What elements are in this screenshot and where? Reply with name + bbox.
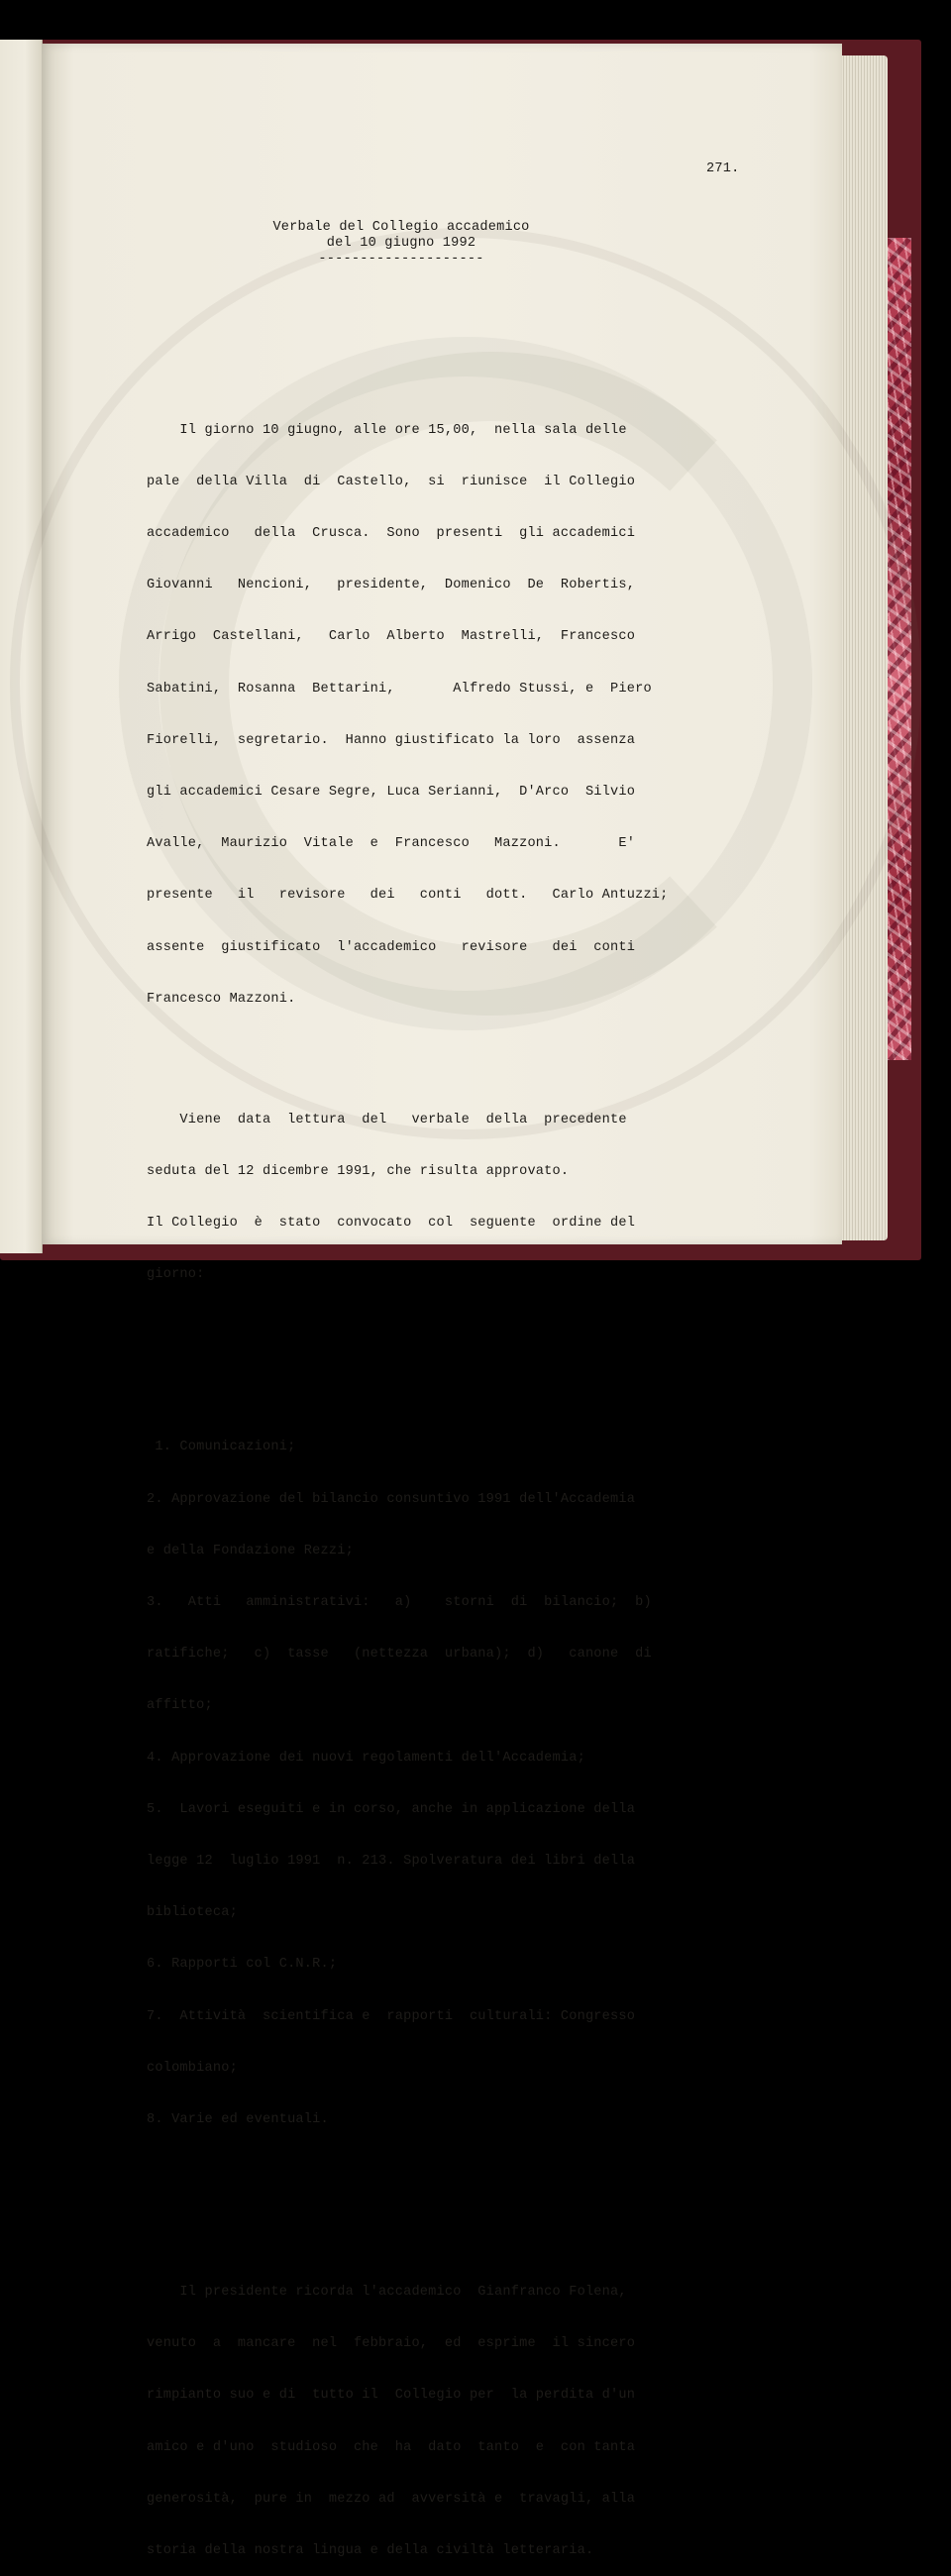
text-line: presente il revisore dei conti dott. Carlo Antuzzi; — [147, 888, 669, 904]
title-underline: -------------------- — [318, 252, 484, 267]
text-line: seduta del 12 dicembre 1991, che risulta approvato. — [147, 1163, 570, 1179]
page-edges — [838, 55, 888, 1240]
spacer — [147, 1352, 669, 1369]
agenda-item: 5. Lavori eseguiti e in corso, anche in applicazione della — [147, 1801, 636, 1817]
agenda-item: 7. Attività scientifica e rapporti culturali: Congresso — [147, 2008, 636, 2024]
text-line: Francesco Mazzoni. — [147, 991, 296, 1007]
text-line: Il presidente ricorda l'accademico Gianfranco Folena, — [147, 2285, 627, 2300]
text-line: Avalle, Maurizio Vitale e Francesco Mazzoni. E' — [147, 836, 636, 852]
agenda-item: affitto; — [147, 1698, 213, 1714]
text-line: Arrigo Castellani, Carlo Alberto Mastrelli, Francesco — [147, 629, 636, 645]
agenda-item: biblioteca; — [147, 1905, 238, 1921]
text-line: gli accademici Cesare Segre, Luca Serianni, D'Arco Silvio — [147, 785, 636, 801]
marbled-endpaper — [885, 238, 911, 1060]
agenda-item: 1. Comunicazioni; — [147, 1440, 296, 1455]
page-number: 271. — [706, 161, 740, 176]
text-line: pale della Villa di Castello, si riunisce il Collegio — [147, 474, 636, 489]
paragraph-attendance — [147, 387, 669, 1042]
paragraph-commemoration — [147, 2249, 669, 2576]
text-line: Il Collegio è stato convocato col seguente ordine del — [147, 1216, 636, 1232]
document-title: Verbale del Collegio accademico — [272, 220, 530, 235]
agenda-item: e della Fondazione Rezzi; — [147, 1543, 354, 1558]
text-line: Fiorelli, segretario. Hanno giustificato la loro assenza — [147, 732, 636, 748]
text-line: Giovanni Nencioni, presidente, Domenico De Robertis, — [147, 578, 636, 593]
left-facing-page — [0, 40, 43, 1253]
text-line: assente giustificato l'accademico revisore dei conti — [147, 939, 636, 955]
text-line: rimpianto suo e di tutto il Collegio per la perdita d'un — [147, 2388, 636, 2404]
text-line: amico e d'uno studioso che ha dato tanto e con tanta — [147, 2439, 636, 2455]
agenda-item: 2. Approvazione del bilancio consuntivo 1991 dell'Accademia — [147, 1491, 636, 1507]
text-line: Il giorno 10 giugno, alle ore 15,00, nella sala delle — [147, 422, 627, 438]
agenda-list — [147, 1405, 669, 2164]
agenda-item: 4. Approvazione dei nuovi regolamenti dell'Accademia; — [147, 1750, 585, 1766]
agenda-item: colombiano; — [147, 2060, 238, 2076]
agenda-item: 6. Rapporti col C.N.R.; — [147, 1957, 338, 1973]
text-line: venuto a mancare nel febbraio, ed esprime il sincero — [147, 2336, 636, 2352]
text-line: accademico della Crusca. Sono presenti gli accademici — [147, 526, 636, 542]
text-line: generosità, pure in mezzo ad avversità e travagli, alla — [147, 2491, 636, 2507]
spacer — [147, 2198, 669, 2214]
agenda-item: 3. Atti amministrativi: a) storni di bilancio; b) — [147, 1594, 652, 1610]
agenda-item: 8. Varie ed eventuali. — [147, 2111, 329, 2127]
agenda-item: legge 12 luglio 1991 n. 213. Spolveratura dei libri della — [147, 1853, 636, 1869]
document-body — [147, 353, 669, 2576]
text-line: Viene data lettura del verbale della precedente — [147, 1112, 627, 1127]
text-line: giorno: — [147, 1267, 205, 1283]
paragraph-minutes-approval — [147, 1077, 669, 1319]
text-line: storia della nostra lingua e della civiltà letteraria. — [147, 2543, 594, 2559]
agenda-item: ratifiche; c) tasse (nettezza urbana); d) canone di — [147, 1647, 652, 1663]
text-line: Sabatini, Rosanna Bettarini, Alfredo Stussi, e Piero — [147, 681, 652, 697]
document-date: del 10 giugno 1992 — [326, 236, 476, 251]
